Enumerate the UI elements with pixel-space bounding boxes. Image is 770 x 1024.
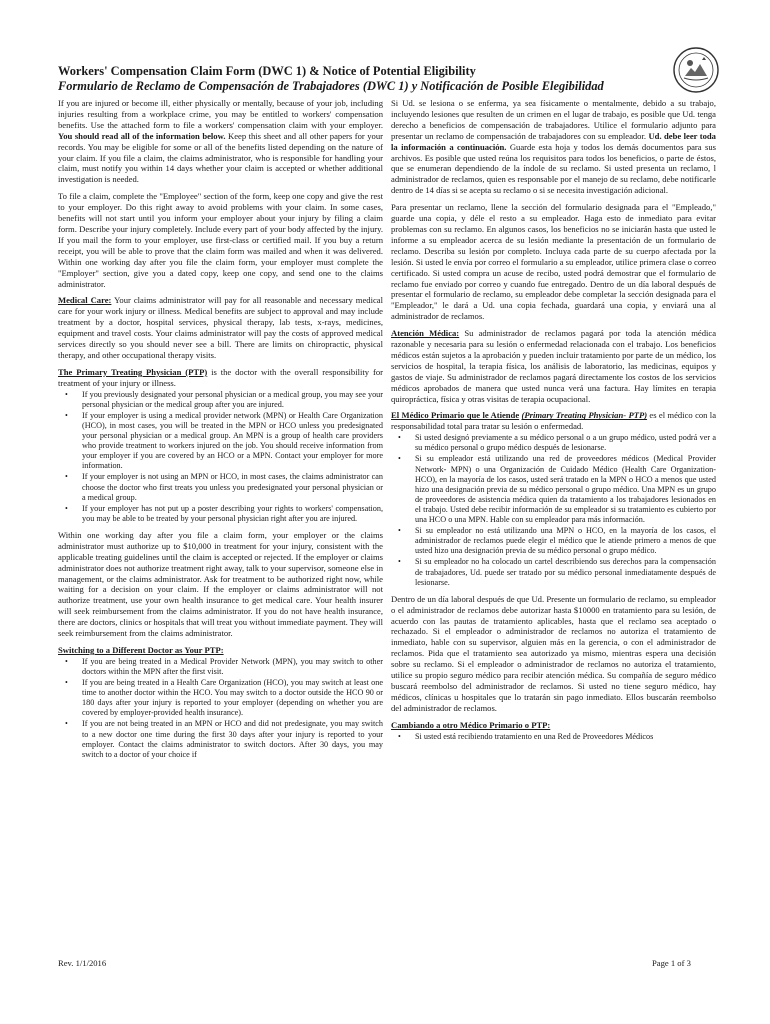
switching-list-es (391, 732, 716, 742)
ptp-list (58, 390, 383, 524)
intro-emphasis: You should read all of the information below. (58, 130, 226, 141)
list-item: • Si usted designó previamente a su médico personal o a un grupo médico, usted podrá ver a su médico personal o grupo médico después de lesionarse. (398, 433, 716, 453)
list-item: • Si su empleador está utilizando una red de proveedores médicos (Medical Provider Network- MPN) o una Organización de Cuidado Médico (Health Care Organization- HCO), en la mayoría de los casos, usted será tratado en la MPN o HCO a menos que usted hizo una designación previa de su médico personal o grupo médico. Una MPN es un grupo de proveedores de asistencia médica quien da tratamiento a los trabajadores lesionados en el trabajo. Usted debe recibir información de su empleador si su tratamiento es cubierto por una HCO o una MPN. Hable con su empleador para más información. (398, 454, 716, 525)
ptp-text-es: es el médico con la responsabilidad total para tratar su lesión o enfermedad. (391, 410, 717, 432)
list-item: • If you are being treated in a Medical Provider Network (MPN), you may switch to other doctors within the MPN after the first visit. (65, 656, 383, 676)
list-item: • Si su empleador no ha colocado un cartel describiendo sus derechos para la compensación de trabajadores, Ud. puede ser tratado por su médico personal inmediatamente después de lesionarse. (398, 557, 716, 587)
intro-paragraph (58, 98, 383, 185)
ptp-heading: The Primary Treating Physician (PTP) (58, 366, 208, 377)
medical-care-heading: Medical Care: (58, 295, 112, 306)
list-item: • Si su empleador no está utilizando una MPN o HCO, en la mayoría de los casos, el administrador de reclamos puede elegir el médico que le atiende primero a menos de que usted hizo una designación previa de su médico personal o grupo médico. (398, 526, 716, 556)
switching-doctor-heading-es: Cambiando a otro Médico Primario o PTP: (391, 719, 551, 730)
list-item: • Si usted está recibiendo tratamiento en una Red de Proveedores Médicos (398, 731, 654, 741)
intro-paragraph-es (391, 98, 716, 196)
intro-text-cont-es: Guarde esta hoja y todos los demás documentos para sus archivos. Es posible que usted reúna los requisitos para todos los beneficios, o parte de éstos, que se enumeran dependiendo de la índole de su reclamo. Si usted presenta un reclamo, l administrador de reclamos, quien es responsable por el manejo de su reclamo, debe notificarle dentro de 14 días si se acepta su reclamo o si se necesita investigación adicional. (391, 141, 716, 196)
title-spanish: Formulario de Reclamo de Compensación de Trabajadores (DWC 1) y Notificación de Posible Elegibilidad (58, 79, 604, 93)
medical-care-heading-es: Atención Médica: (391, 328, 460, 339)
form-header (58, 64, 678, 94)
title-english: Workers' Compensation Claim Form (DWC 1) & Notice of Potential Eligibility (58, 64, 476, 78)
ptp-heading-em-es: (Primary Treating Physician- PTP) (521, 410, 648, 421)
ptp-heading-es: El Médico Primario que le Atiende (391, 410, 520, 421)
list-item: • If you are not being treated in an MPN or HCO and did not predesignate, you may switch to a new doctor one time during the first 30 days after your injury is reported to your employer. Contact the claims administrator to switch doctors. After 30 days, you may switch to a doctor of your choice if (65, 719, 383, 759)
list-item: • If you previously designated your personal physician or a medical group, you may see your personal physician or the medical group after you are injured. (65, 389, 383, 409)
revision-date: Rev. 1/1/2016 (58, 958, 107, 968)
switching-list (58, 657, 383, 760)
intro-text-es: Si Ud. se lesiona o se enferma, ya sea físicamente o mentalmente, debido a su trabajo, incluyendo lesiones que resulten de un crimen en el lugar de trabajo, es posible que Ud. tenga derecho a beneficios de compensación de trabajadores. Utilice el formulario adjunto para presentar un reclamo de compensación de trabajadores con su empleador. (391, 98, 716, 141)
intro-text: If you are injured or become ill, either physically or mentally, because of your job, including injuries resulting from a workplace crime, you may be entitled to workers' compensation benefits. Use the attached form to file a workers' compensation claim with your employer. (58, 98, 383, 130)
spanish-column (391, 98, 716, 748)
page-number: Page 1 of 3 (652, 958, 691, 968)
ptp-paragraph-es (391, 410, 716, 432)
ptp-text: is the doctor with the overall responsibility for treatment of your injury or illness. (58, 366, 383, 388)
intro-text-cont: Keep this sheet and all other papers for your records. You may be eligible for some or all of the benefits listed depending on the nature of your claim. If you file a claim, the claims administrator, who is responsible for handling your claim, must notify you within 14 days whether your claim is accepted or whether additional investigation is needed. (58, 130, 383, 185)
medical-care-text-es: Su administrador de reclamos pagará por toda la atención médica razonable y necesaria para su lesión o enfermedad relacionada con el trabajo. Los beneficios médicos están sujetos a la aprobación y pueden incluir tratamiento por parte de un médico, los servicios de hospital, la terapia física, los análisis de laboratorio, las medicinas, equipos y gastos de viaje. Su administrador de reclamos pagará directamente los costos de los servicios médicos aprobados de manera que usted nunca verá una factura. Hay límites en terapia quiropráctica, física y otras visitas de terapia ocupacional. (391, 328, 717, 404)
list-item: • If your employer is not using an MPN or HCO, in most cases, the claims administrator can choose the doctor who first treats you unless you predesignated your personal physician or a medical group. (65, 472, 383, 502)
file-claim-paragraph-es: Para presentar un reclamo, llene la sección del formulario designada para el "Empleado," guarde una copia, y déle el resto a su empleador. Haga esto de inmediato para evitar problemas con su reclamo. En algunos casos, los beneficios no se iniciarán hasta que usted le informe a su empleador acerca de su lesión mediante la presentación de un formulario de reclamo. Describa su lesión por completo. Incluya cada parte de su cuerpo afectada por la lesión. Si usted le envía por correo el formulario a su empleador, utilice primera clase o correo certificado. Si usted compra un acuse de recibo, usted podrá demostrar que el formulario de reclamo fue enviado por correo y cuando fue entregado. Dentro de un día laboral después de presentar el formulario de reclamo, su empleador debe completar la sección designada para el "Empleador," le dará a Ud. una copia fechada, guardará una copia, y enviará una al administrador de reclamos. (391, 202, 716, 322)
list-item: • If you are being treated in a Health Care Organization (HCO), you may switch at least one time to another doctor within the HCO. You may switch to a doctor outside the HCO 90 or 180 days after your injury is reported to your employer (depending on whether you are covered by employer-provided health insurance). (65, 678, 383, 718)
authorize-treatment-paragraph: Within one working day after you file a claim form, your employer or the claims administrator must authorize up to $10,000 in treatment for your injury, consistent with the applicable treating guidelines until the claim is accepted or rejected. If the employer or claims administrator does not authorize treatment right away, talk to your supervisor, someone else in management, or the claims administrator. Ask for treatment to be authorized right now, while waiting for a decision on your claim. If the employer or claims administrator will not authorize treatment, use your own health insurance to get medical care. Your health insurer will seek reimbursement from the claims administrator. If you do not have health insurance, there are doctors, clinics or hospitals that will treat you without immediate payment. They will seek reimbursement from the claims administrator. (58, 529, 383, 639)
medical-care-paragraph-es (391, 328, 716, 404)
state-seal-icon (672, 46, 720, 94)
list-item: • If your employer is using a medical provider network (MPN) or Health Care Organization (HCO), in most cases, you will be treated in the MPN or HCO unless you predesignated your personal physician or a medical group. An MPN is a group of health care providers who provide treatment to workers injured on the job. You should receive information from your employer if you are covered by an HCO or a MPN. Contact your employer for more information. (65, 410, 383, 471)
authorize-treatment-paragraph-es: Dentro de un día laboral después de que Ud. Presente un formulario de reclamo, su empleador o el administrador de reclamos debe autorizar hasta $10000 en tratamiento para su lesión, de acuerdo con las pautas de tratamiento aplicables, hasta que el reclamo sea aceptado o rechazado. Si el empleador o administrador de reclamos no autoriza el tratamiento de inmediato, hable con su supervisor, alguien más en la gerencia, o con el administrador de reclamos. Pida que el tratamiento sea autorizado ya mismo, mientras espera una decisión sobre su reclamo. Si el empleador o administrador de reclamos no autoriza el tratamiento, utilice su propio seguro médico para recibir atención médica. Su compañía de seguro médico buscará reembolso del administrador de reclamos. Si usted no tiene seguro médico, hay médicos, clínicas u hospitales que lo tratarán sin pago inmediato. Ellos buscarán reembolso del administrador de reclamos. (391, 593, 716, 713)
ptp-paragraph (58, 367, 383, 389)
file-claim-paragraph: To file a claim, complete the "Employee" section of the form, keep one copy and give the rest to your employer. Do this right away to avoid problems with your claim. In some cases, benefits will not start until you inform your employer about your injury by filing a claim form. Describe your injury completely. Include every part of your body affected by the injury. If you mail the form to your employer, use first-class or certified mail. If you buy a return receipt, you will be able to prove that the claim form was mailed and when it was delivered. Within one working day after you file the claim form, your employer must complete the "Employer" section, give you a dated copy, keep one copy, and send one to the claims administrator. (58, 191, 383, 289)
switching-doctor-heading: Switching to a Different Doctor as Your PTP: (58, 644, 224, 655)
ptp-list-es (391, 433, 716, 587)
medical-care-text: Your claims administrator will pay for all reasonable and necessary medical care for your work injury or illness. Medical benefits are subject to approval and may include treatment by a doctor, hospital services, physical therapy, lab tests, x-rays, medicines, equipment and travel costs. Your claims administrator will pay the costs of approved medical services directly so you should never see a bill. There are limits on chiropractic, physical therapy, and other occupational therapy visits. (58, 295, 383, 360)
list-item: • If your employer has not put up a poster describing your rights to workers' compensation, you may be able to be treated by your personal physician right after you are injured. (65, 503, 383, 523)
english-column (58, 98, 383, 766)
intro-emphasis-es: Ud. debe leer toda la información a continuación. (391, 130, 716, 152)
medical-care-paragraph (58, 295, 383, 360)
